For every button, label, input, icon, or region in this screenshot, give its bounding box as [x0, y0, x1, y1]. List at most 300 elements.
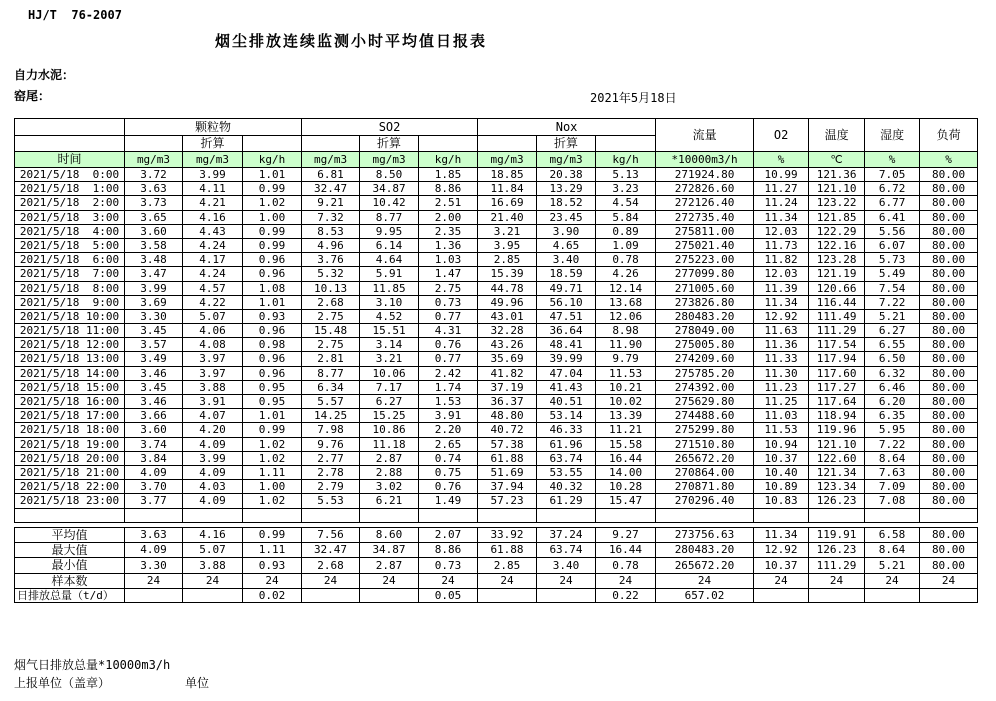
time-cell: 2021/5/18 20:00 [15, 451, 125, 465]
cell-so2-mgm3: 5.32 [302, 267, 360, 281]
cell-nox-conv: 23.45 [537, 210, 596, 224]
cell-flow: 275785.20 [656, 366, 754, 380]
cell-nox-kgh: 10.02 [596, 395, 656, 409]
cell-nox-kgh: 1.09 [596, 238, 656, 252]
cell-pm-conv: 3.88 [183, 558, 243, 573]
cell-nox-mgm3: 3.21 [478, 224, 537, 238]
cell-flow: 271924.80 [656, 168, 754, 182]
cell-nox-mgm3: 61.88 [478, 542, 537, 557]
cell-so2-kgh: 0.05 [419, 589, 478, 603]
cell-load: 80.00 [920, 380, 978, 394]
table-row [15, 338, 978, 352]
cell-pm-mgm3: 3.84 [125, 451, 183, 465]
unit-temp: ℃ [809, 152, 865, 168]
cell-so2-conv: 8.77 [360, 210, 419, 224]
cell-flow: 273826.80 [656, 295, 754, 309]
cell-so2-conv: 10.06 [360, 366, 419, 380]
cell-load: 80.00 [920, 395, 978, 409]
cell-humidity: 6.41 [865, 210, 920, 224]
cell-pm-conv: 4.09 [183, 437, 243, 451]
cell-o2: 11.34 [754, 295, 809, 309]
cell-pm-mgm3: 3.58 [125, 238, 183, 252]
time-cell: 2021/5/18 13:00 [15, 352, 125, 366]
cell-so2-kgh: 3.91 [419, 409, 478, 423]
time-cell: 2021/5/18 8:00 [15, 281, 125, 295]
cell-pm-mgm3: 3.74 [125, 437, 183, 451]
time-cell: 2021/5/18 22:00 [15, 480, 125, 494]
cell-pm-kgh: 1.02 [243, 451, 302, 465]
cell-nox-mgm3: 32.28 [478, 324, 537, 338]
cell-so2-kgh: 2.00 [419, 210, 478, 224]
load-header: 负荷 [920, 119, 978, 152]
time-cell: 2021/5/18 4:00 [15, 224, 125, 238]
cell-flow: 271005.60 [656, 281, 754, 295]
cell-so2-kgh: 0.76 [419, 338, 478, 352]
cell-temp [809, 589, 865, 603]
cell-nox-kgh: 3.23 [596, 182, 656, 196]
table-row [15, 295, 978, 309]
cell-nox-conv: 18.59 [537, 267, 596, 281]
cell-humidity: 5.21 [865, 309, 920, 323]
cell-so2-kgh: 0.77 [419, 309, 478, 323]
cell-pm-kgh: 1.02 [243, 494, 302, 508]
cell-humidity: 6.77 [865, 196, 920, 210]
time-cell: 2021/5/18 21:00 [15, 465, 125, 479]
cell-flow: 657.02 [656, 589, 754, 603]
table-row [15, 210, 978, 224]
cell-so2-mgm3: 8.53 [302, 224, 360, 238]
cell-humidity: 6.58 [865, 527, 920, 542]
table-row [15, 224, 978, 238]
cell-humidity: 8.64 [865, 451, 920, 465]
cell-pm-kgh: 24 [243, 573, 302, 588]
cell-nox-conv: 49.71 [537, 281, 596, 295]
cell-nox-conv: 63.74 [537, 451, 596, 465]
cell-nox-kgh: 24 [596, 573, 656, 588]
cell-pm-mgm3: 3.46 [125, 366, 183, 380]
cell-pm-mgm3: 3.57 [125, 338, 183, 352]
report-org-label: 上报单位（盖章） [14, 676, 111, 690]
cell-o2: 24 [754, 573, 809, 588]
cell-pm-conv: 4.16 [183, 527, 243, 542]
cell-so2-conv: 9.95 [360, 224, 419, 238]
table-row [15, 494, 978, 508]
table-row [15, 480, 978, 494]
cell-o2: 10.40 [754, 465, 809, 479]
cell-pm-mgm3 [125, 589, 183, 603]
cell-humidity: 5.49 [865, 267, 920, 281]
cell-temp: 121.34 [809, 465, 865, 479]
cell-temp: 121.10 [809, 182, 865, 196]
cell-pm-mgm3: 4.09 [125, 465, 183, 479]
cell-load: 80.00 [920, 168, 978, 182]
cell-temp: 126.23 [809, 494, 865, 508]
cell-flow: 272826.60 [656, 182, 754, 196]
table-row [15, 395, 978, 409]
cell-so2-kgh: 1.85 [419, 168, 478, 182]
time-cell: 2021/5/18 19:00 [15, 437, 125, 451]
cell-temp: 121.85 [809, 210, 865, 224]
cell-nox-conv: 37.24 [537, 527, 596, 542]
cell-humidity: 24 [865, 573, 920, 588]
cell-so2-mgm3: 4.96 [302, 238, 360, 252]
cell-o2: 11.27 [754, 182, 809, 196]
cell-pm-conv: 4.03 [183, 480, 243, 494]
flow-header: 流量 [656, 119, 754, 152]
cell-load: 24 [920, 573, 978, 588]
cell-humidity: 6.46 [865, 380, 920, 394]
company-name: 自力水泥： [14, 68, 75, 82]
cell-nox-conv: 41.43 [537, 380, 596, 394]
units-header-row [15, 152, 978, 168]
cell-load: 80.00 [920, 558, 978, 573]
cell-so2-conv: 3.14 [360, 338, 419, 352]
table-row [15, 409, 978, 423]
cell-nox-kgh: 10.21 [596, 380, 656, 394]
cell-pm-mgm3: 3.47 [125, 267, 183, 281]
cell-temp: 123.22 [809, 196, 865, 210]
cell-temp: 122.16 [809, 238, 865, 252]
cell-pm-conv: 3.88 [183, 380, 243, 394]
cell-o2: 11.82 [754, 253, 809, 267]
cell-pm-kgh: 0.02 [243, 589, 302, 603]
cell-pm-mgm3: 3.45 [125, 380, 183, 394]
cell-so2-mgm3: 24 [302, 573, 360, 588]
cell-flow: 275005.80 [656, 338, 754, 352]
cell-nox-conv: 53.14 [537, 409, 596, 423]
cell-pm-mgm3: 3.70 [125, 480, 183, 494]
cell-temp: 119.96 [809, 423, 865, 437]
cell-pm-mgm3: 3.30 [125, 309, 183, 323]
cell-load: 80.00 [920, 480, 978, 494]
cell-temp: 24 [809, 573, 865, 588]
cell-so2-mgm3: 2.79 [302, 480, 360, 494]
empty-cell [865, 508, 920, 522]
cell-nox-conv: 63.74 [537, 542, 596, 557]
cell-pm-conv: 4.43 [183, 224, 243, 238]
cell-pm-conv: 4.08 [183, 338, 243, 352]
cell-nox-conv: 40.51 [537, 395, 596, 409]
cell-nox-mgm3: 3.95 [478, 238, 537, 252]
empty-cell [537, 508, 596, 522]
cell-pm-mgm3: 3.60 [125, 423, 183, 437]
cell-nox-mgm3: 2.85 [478, 558, 537, 573]
cell-o2: 11.23 [754, 380, 809, 394]
cell-temp: 117.54 [809, 338, 865, 352]
cell-so2-conv: 8.60 [360, 527, 419, 542]
cell-pm-conv: 3.99 [183, 168, 243, 182]
cell-so2-conv [360, 589, 419, 603]
cell-nox-conv: 36.64 [537, 324, 596, 338]
cell-pm-kgh: 0.95 [243, 395, 302, 409]
nox-conv-label: 折算 [537, 136, 596, 152]
site-name: 窑尾： [14, 89, 51, 103]
cell-so2-mgm3: 2.68 [302, 295, 360, 309]
cell-nox-conv: 47.04 [537, 366, 596, 380]
cell-humidity: 5.56 [865, 224, 920, 238]
summary-table [14, 527, 978, 604]
cell-so2-conv: 6.14 [360, 238, 419, 252]
cell-temp: 117.27 [809, 380, 865, 394]
time-cell: 2021/5/18 12:00 [15, 338, 125, 352]
cell-load: 80.00 [920, 309, 978, 323]
cell-pm-kgh: 0.96 [243, 366, 302, 380]
cell-flow: 274488.60 [656, 409, 754, 423]
cell-load: 80.00 [920, 437, 978, 451]
unit-nox-kgh: kg/h [596, 152, 656, 168]
cell-pm-kgh: 0.93 [243, 309, 302, 323]
cell-nox-conv: 56.10 [537, 295, 596, 309]
cell-pm-kgh: 1.01 [243, 409, 302, 423]
cell-pm-conv: 3.91 [183, 395, 243, 409]
cell-flow: 277099.80 [656, 267, 754, 281]
empty-cell [754, 508, 809, 522]
cell-load: 80.00 [920, 267, 978, 281]
cell-o2: 11.24 [754, 196, 809, 210]
cell-so2-kgh: 0.76 [419, 480, 478, 494]
summary-row [15, 589, 978, 603]
table-row [15, 352, 978, 366]
cell-pm-kgh: 0.93 [243, 558, 302, 573]
cell-o2: 11.25 [754, 395, 809, 409]
cell-flow: 275299.80 [656, 423, 754, 437]
unit-nox-mgm3: mg/m3 [478, 152, 537, 168]
table-row [15, 324, 978, 338]
cell-pm-conv [183, 589, 243, 603]
empty-cell [125, 508, 183, 522]
cell-humidity: 5.95 [865, 423, 920, 437]
empty-cell [243, 136, 302, 152]
cell-so2-mgm3: 9.21 [302, 196, 360, 210]
unit-o2: % [754, 152, 809, 168]
cell-so2-conv: 15.25 [360, 409, 419, 423]
cell-nox-mgm3: 41.82 [478, 366, 537, 380]
cell-o2: 12.92 [754, 309, 809, 323]
time-cell: 2021/5/18 3:00 [15, 210, 125, 224]
cell-so2-mgm3: 5.53 [302, 494, 360, 508]
cell-nox-kgh: 9.79 [596, 352, 656, 366]
empty-cell [419, 136, 478, 152]
cell-nox-kgh: 0.89 [596, 224, 656, 238]
cell-so2-kgh: 2.07 [419, 527, 478, 542]
empty-cell [656, 508, 754, 522]
cell-pm-mgm3: 4.09 [125, 542, 183, 557]
cell-flow: 272735.40 [656, 210, 754, 224]
cell-flow: 275223.00 [656, 253, 754, 267]
cell-nox-mgm3: 33.92 [478, 527, 537, 542]
time-cell: 2021/5/18 10:00 [15, 309, 125, 323]
cell-nox-kgh: 4.26 [596, 267, 656, 281]
cell-o2: 11.36 [754, 338, 809, 352]
cell-temp: 123.28 [809, 253, 865, 267]
cell-nox-kgh: 16.44 [596, 451, 656, 465]
cell-nox-mgm3: 18.85 [478, 168, 537, 182]
cell-pm-conv: 3.97 [183, 352, 243, 366]
time-cell: 2021/5/18 14:00 [15, 366, 125, 380]
cell-nox-conv: 24 [537, 573, 596, 588]
cell-o2: 10.94 [754, 437, 809, 451]
cell-pm-conv: 24 [183, 573, 243, 588]
empty-cell [15, 508, 125, 522]
empty-cell [478, 136, 537, 152]
cell-so2-mgm3: 7.56 [302, 527, 360, 542]
cell-nox-mgm3: 43.01 [478, 309, 537, 323]
cell-pm-kgh: 1.01 [243, 295, 302, 309]
cell-humidity: 7.09 [865, 480, 920, 494]
cell-so2-mgm3 [302, 589, 360, 603]
temp-header: 温度 [809, 119, 865, 152]
cell-o2: 10.37 [754, 558, 809, 573]
cell-flow: 24 [656, 573, 754, 588]
table-row [15, 465, 978, 479]
cell-pm-kgh: 0.99 [243, 182, 302, 196]
cell-o2: 11.34 [754, 527, 809, 542]
time-header: 时间 [15, 152, 125, 168]
cell-so2-mgm3: 10.13 [302, 281, 360, 295]
o2-header: O2 [754, 119, 809, 152]
cell-nox-kgh: 0.78 [596, 253, 656, 267]
cell-pm-mgm3: 3.45 [125, 324, 183, 338]
cell-pm-mgm3: 3.63 [125, 527, 183, 542]
time-cell: 2021/5/18 15:00 [15, 380, 125, 394]
cell-pm-conv: 4.21 [183, 196, 243, 210]
cell-pm-mgm3: 3.63 [125, 182, 183, 196]
cell-temp: 117.60 [809, 366, 865, 380]
cell-pm-conv: 4.24 [183, 238, 243, 252]
cell-temp: 117.64 [809, 395, 865, 409]
cell-o2: 11.53 [754, 423, 809, 437]
cell-o2: 11.73 [754, 238, 809, 252]
table-row [15, 437, 978, 451]
cell-so2-mgm3: 8.77 [302, 366, 360, 380]
so2-conv-label: 折算 [360, 136, 419, 152]
time-cell: 2021/5/18 1:00 [15, 182, 125, 196]
cell-temp: 116.44 [809, 295, 865, 309]
cell-temp: 119.91 [809, 527, 865, 542]
summary-label: 最小值 [15, 558, 125, 573]
cell-o2: 11.03 [754, 409, 809, 423]
unit-load: % [920, 152, 978, 168]
time-cell: 2021/5/18 16:00 [15, 395, 125, 409]
unit-so2-kgh: kg/h [419, 152, 478, 168]
cell-nox-mgm3: 40.72 [478, 423, 537, 437]
cell-pm-kgh: 0.96 [243, 267, 302, 281]
cell-so2-kgh: 1.74 [419, 380, 478, 394]
cell-humidity: 7.08 [865, 494, 920, 508]
cell-so2-mgm3: 6.81 [302, 168, 360, 182]
cell-nox-conv: 13.29 [537, 182, 596, 196]
cell-humidity: 7.22 [865, 295, 920, 309]
cell-pm-kgh: 0.99 [243, 238, 302, 252]
cell-load: 80.00 [920, 196, 978, 210]
cell-nox-mgm3: 43.26 [478, 338, 537, 352]
cell-nox-kgh: 15.47 [596, 494, 656, 508]
cell-humidity: 7.05 [865, 168, 920, 182]
cell-pm-mgm3: 3.60 [125, 224, 183, 238]
cell-so2-conv: 6.21 [360, 494, 419, 508]
cell-nox-kgh: 9.27 [596, 527, 656, 542]
cell-o2: 11.39 [754, 281, 809, 295]
empty-corner-cell [15, 119, 125, 136]
cell-so2-kgh: 8.86 [419, 182, 478, 196]
cell-so2-kgh: 1.53 [419, 395, 478, 409]
table-row [15, 380, 978, 394]
time-cell: 2021/5/18 6:00 [15, 253, 125, 267]
cell-so2-mgm3: 32.47 [302, 542, 360, 557]
cell-so2-kgh: 8.86 [419, 542, 478, 557]
cell-flow: 275021.40 [656, 238, 754, 252]
time-cell: 2021/5/18 7:00 [15, 267, 125, 281]
empty-cell [809, 508, 865, 522]
unit-so2-conv: mg/m3 [360, 152, 419, 168]
cell-so2-mgm3: 6.34 [302, 380, 360, 394]
time-cell: 2021/5/18 2:00 [15, 196, 125, 210]
cell-humidity: 6.07 [865, 238, 920, 252]
cell-pm-kgh: 1.00 [243, 480, 302, 494]
cell-so2-kgh: 2.51 [419, 196, 478, 210]
cell-temp: 117.94 [809, 352, 865, 366]
cell-so2-mgm3: 2.78 [302, 465, 360, 479]
cell-nox-kgh: 12.14 [596, 281, 656, 295]
cell-pm-kgh: 0.95 [243, 380, 302, 394]
cell-so2-conv: 11.18 [360, 437, 419, 451]
cell-so2-mgm3: 7.32 [302, 210, 360, 224]
cell-pm-mgm3: 3.46 [125, 395, 183, 409]
cell-so2-kgh: 2.20 [419, 423, 478, 437]
cell-so2-conv: 15.51 [360, 324, 419, 338]
cell-nox-kgh: 16.44 [596, 542, 656, 557]
cell-nox-kgh: 14.00 [596, 465, 656, 479]
time-cell: 2021/5/18 11:00 [15, 324, 125, 338]
cell-load: 80.00 [920, 542, 978, 557]
cell-pm-conv: 4.20 [183, 423, 243, 437]
pm-group-header: 颗粒物 [125, 119, 302, 136]
cell-nox-kgh: 12.06 [596, 309, 656, 323]
cell-nox-mgm3: 15.39 [478, 267, 537, 281]
cell-pm-mgm3: 3.77 [125, 494, 183, 508]
unit-flow: *10000m3/h [656, 152, 754, 168]
cell-nox-conv: 3.40 [537, 558, 596, 573]
humidity-header: 湿度 [865, 119, 920, 152]
cell-pm-mgm3: 3.73 [125, 196, 183, 210]
cell-temp: 120.66 [809, 281, 865, 295]
cell-nox-conv: 18.52 [537, 196, 596, 210]
cell-pm-conv: 4.16 [183, 210, 243, 224]
cell-nox-mgm3: 48.80 [478, 409, 537, 423]
document-footer [0, 652, 996, 700]
table-row [15, 238, 978, 252]
cell-nox-conv: 20.38 [537, 168, 596, 182]
cell-nox-kgh: 0.22 [596, 589, 656, 603]
cell-flow: 275811.00 [656, 224, 754, 238]
cell-pm-conv: 4.24 [183, 267, 243, 281]
cell-temp: 118.94 [809, 409, 865, 423]
summary-label: 日排放总量（t/d） [15, 589, 125, 603]
cell-so2-kgh: 0.77 [419, 352, 478, 366]
cell-nox-conv: 3.90 [537, 224, 596, 238]
cell-humidity: 7.22 [865, 437, 920, 451]
cell-o2: 12.92 [754, 542, 809, 557]
cell-humidity: 6.32 [865, 366, 920, 380]
cell-o2: 10.83 [754, 494, 809, 508]
cell-so2-mgm3: 2.77 [302, 451, 360, 465]
empty-cell [302, 136, 360, 152]
cell-o2: 11.33 [754, 352, 809, 366]
cell-humidity: 7.54 [865, 281, 920, 295]
cell-nox-kgh: 11.21 [596, 423, 656, 437]
cell-so2-kgh: 2.35 [419, 224, 478, 238]
cell-nox-kgh: 11.53 [596, 366, 656, 380]
